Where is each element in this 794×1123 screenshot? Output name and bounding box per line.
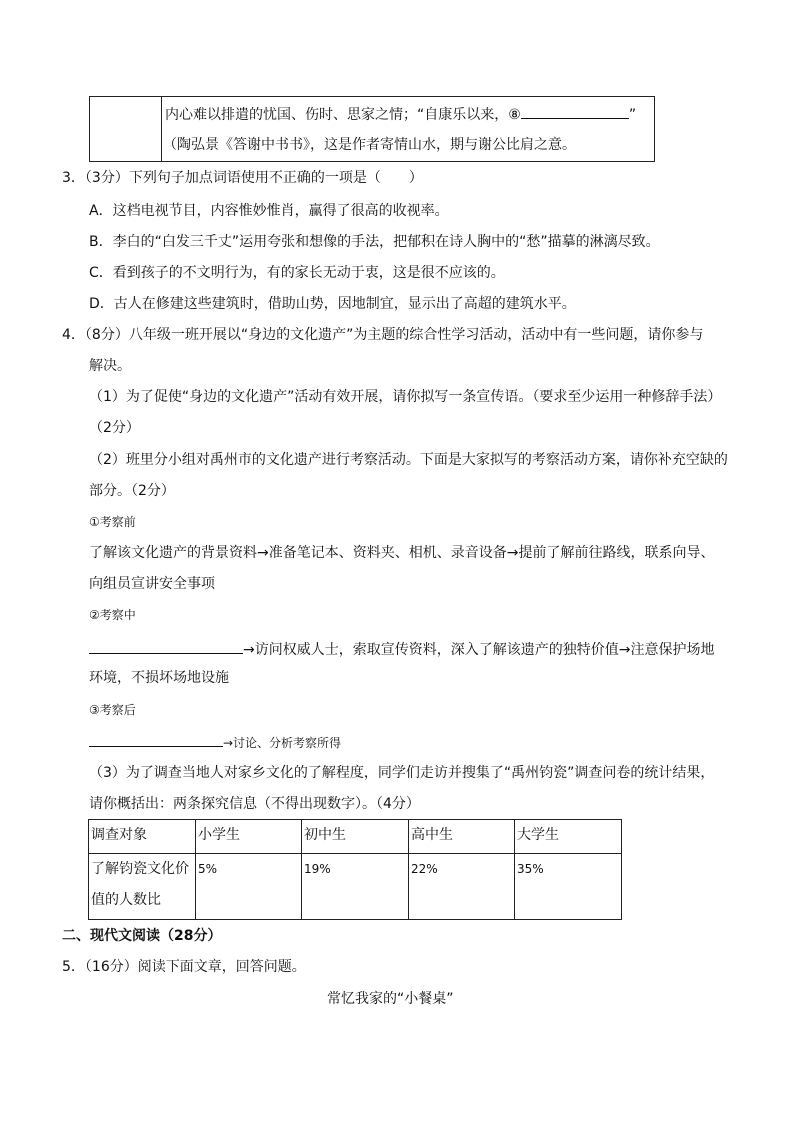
q3-stem: 3．（3分）下列句子加点词语使用不正确的一项是（ ） [62,170,423,186]
q4-after-label: ③考察后 [89,703,136,717]
q4-before-label: ①考察前 [89,515,136,529]
top-table-line1: 内心难以排遣的忧国、伤时、思家之情；“自康乐以来，⑧ ” [165,104,636,124]
q4-stem-line2: 解决。 [89,358,131,374]
value-cell: 35% [515,854,622,920]
header-cell: 调查对象 [89,820,196,854]
header-cell: 小学生 [196,820,302,854]
survey-table [88,819,622,920]
q4-during-line2: 环境，不损坏场地设施 [89,670,229,686]
section-title: 二、现代文阅读（28分） [62,928,222,944]
row-label-cell [89,854,196,920]
q4-p1-line2: （2分） [89,420,140,436]
q3-option-c: C．看到孩子的不文明行为，有的家长无动于衷，这是很不应该的。 [89,265,505,281]
q4-p3-line2: 请你概括出：两条探究信息（不得出现数字）。（4分） [89,796,420,812]
article-title: 常忆我家的“小餐桌” [327,991,454,1007]
top-table-line2: （陶弘景《答谢中书书》，这是作者寄情山水，期与谢公比肩之意。 [163,137,576,153]
header-cell: 高中生 [409,820,515,854]
answer-blank-8[interactable] [521,104,629,119]
table-header-row [89,820,622,854]
after-answer-blank[interactable] [89,734,223,747]
value-cell: 5% [196,854,302,920]
q4-p3-line1: （3）为了调查当地人对家乡文化的了解程度，同学们走访并搜集了“禹州钧瓷”调查问卷的统计结果， [89,765,715,781]
value-cell: 19% [302,854,409,920]
q3-option-d: D．古人在修建这些建筑时，借助山势，因地制宜，显示出了高超的建筑水平。 [89,296,576,312]
q4-p2-line2: 部分。（2分） [89,483,175,499]
q4-before-line1: 了解该文化遗产的背景资料→准备笔记本、资料夹、相机、录音设备→提前了解前往路线，联系向导、 [89,545,715,561]
q4-during-label: ②考察中 [89,608,136,622]
table-row [89,854,622,920]
header-cell: 初中生 [302,820,409,854]
table-divider [161,97,162,161]
value-cell: 22% [409,854,515,920]
q4-after-line1: →讨论、分析考察所得 [89,734,341,750]
during-answer-blank[interactable] [89,639,243,654]
header-cell: 大学生 [515,820,622,854]
q3-option-b: B．李白的“白发三千丈”运用夸张和想像的手法，把郁积在诗人胸中的“愁”描摹的淋漓尽致。 [89,234,660,250]
q5-stem: 5．（16分）阅读下面文章，回答问题。 [62,959,306,975]
q4-before-line2: 向组员宣讲安全事项 [89,576,215,592]
q3-option-a: A．这档电视节目，内容惟妙惟肖，赢得了很高的收视率。 [89,203,449,219]
q4-p1-line1: （1）为了促使“身边的文化遗产”活动有效开展，请你拟写一条宣传语。（要求至少运用一种修辞手法） [89,389,722,405]
row-label-line: 了解钧瓷文化价 [91,861,189,877]
row-label-line: 值的人数比 [91,892,161,908]
q4-p2-line1: （2）班里分小组对禹州市的文化遗产进行考察活动。下面是大家拟写的考察活动方案，请你补充空缺的 [89,452,728,468]
q4-stem-line1: 4．（8分）八年级一班开展以“身边的文化遗产”为主题的综合性学习活动，活动中有一些问题，请你参与 [62,327,704,343]
q4-during-line1: →访问权威人士，索取宣传资料，深入了解该遗产的独特价值→注意保护场地 [89,639,714,659]
